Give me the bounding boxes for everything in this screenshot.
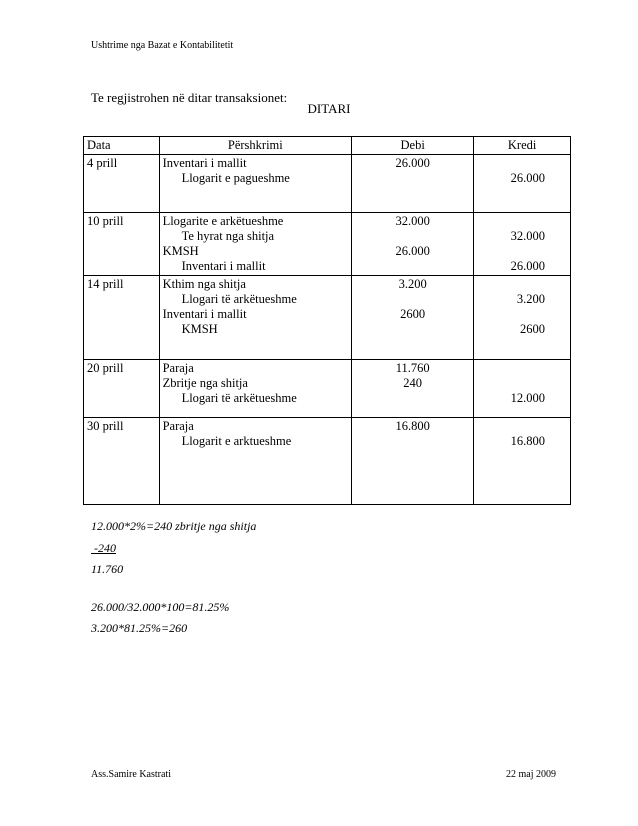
row-debit — [352, 360, 474, 418]
entry-description: KMSH — [162, 244, 199, 258]
table-row — [84, 360, 571, 418]
page-header: Ushtrime nga Bazat e Kontabilitetit — [91, 40, 234, 51]
row-date: 30 prill — [84, 418, 160, 505]
credit-amount: 16.800 — [510, 434, 545, 448]
calc-result: 11.760 — [91, 562, 124, 576]
row-credit — [474, 213, 571, 276]
entry-description: Llogarit e pagueshme — [181, 171, 290, 185]
col-header-debit: Debi — [352, 137, 474, 155]
entry-description: Inventari i mallit — [162, 307, 247, 321]
entry-description: Inventari i mallit — [162, 156, 247, 170]
calc-discount: 12.000*2%=240 zbritje nga shitja — [91, 519, 257, 533]
row-description — [159, 418, 352, 505]
debit-amount: 240 — [403, 376, 423, 390]
table-row — [84, 418, 571, 505]
credit-amount: 3.200 — [516, 292, 545, 306]
row-description — [159, 360, 352, 418]
credit-amount: 12.000 — [510, 391, 545, 405]
entry-description: Te hyrat nga shitja — [181, 229, 275, 243]
row-date: 20 prill — [84, 360, 160, 418]
debit-amount: 11.760 — [395, 361, 430, 375]
entry-description: Inventari i mallit — [181, 259, 266, 273]
entry-description: Llogarit e arktueshme — [181, 434, 292, 448]
entry-description: KMSH — [181, 322, 218, 336]
row-date: 14 prill — [84, 276, 160, 360]
entry-description: Llogari të arkëtueshme — [181, 292, 297, 306]
row-debit — [352, 213, 474, 276]
row-date: 4 prill — [84, 155, 160, 213]
entry-description: Paraja — [162, 419, 194, 433]
journal-table — [83, 136, 571, 505]
row-credit — [474, 360, 571, 418]
table-row — [84, 155, 571, 213]
debit-amount: 32.000 — [395, 214, 430, 228]
intro-text: Te regjistrohen në ditar transaksionet: — [91, 90, 288, 105]
row-description — [159, 276, 352, 360]
debit-amount: 16.800 — [395, 419, 430, 433]
row-date: 10 prill — [84, 213, 160, 276]
debit-amount: 26.000 — [395, 156, 430, 170]
row-description — [159, 213, 352, 276]
footer-author: Ass.Samire Kastrati — [91, 769, 171, 780]
footer-date: 22 maj 2009 — [506, 769, 556, 780]
calc-cost: 3.200*81.25%=260 — [91, 621, 188, 635]
credit-amount: 2600 — [520, 322, 545, 336]
table-header-row — [84, 137, 571, 155]
debit-amount: 3.200 — [398, 277, 427, 291]
row-credit — [474, 418, 571, 505]
row-debit — [352, 276, 474, 360]
row-description — [159, 155, 352, 213]
journal-title: DITARI — [307, 101, 351, 116]
col-header-credit: Kredi — [474, 137, 571, 155]
row-debit — [352, 155, 474, 213]
credit-amount: 32.000 — [510, 229, 545, 243]
row-credit — [474, 276, 571, 360]
col-header-description: Përshkrimi — [159, 137, 352, 155]
col-header-date: Data — [84, 137, 160, 155]
credit-amount: 26.000 — [510, 171, 545, 185]
table-row — [84, 276, 571, 360]
entry-description: Llogari të arkëtueshme — [181, 391, 297, 405]
table-row — [84, 213, 571, 276]
row-credit — [474, 155, 571, 213]
calc-subtract: -240 — [91, 541, 116, 555]
entry-description: Zbritje nga shitja — [162, 376, 248, 390]
debit-amount: 2600 — [400, 307, 426, 321]
row-debit — [352, 418, 474, 505]
entry-description: Llogarite e arkëtueshme — [162, 214, 284, 228]
calc-percentage: 26.000/32.000*100=81.25% — [91, 600, 230, 614]
credit-amount: 26.000 — [510, 259, 545, 273]
entry-description: Kthim nga shitja — [162, 277, 246, 291]
debit-amount: 26.000 — [395, 244, 430, 258]
entry-description: Paraja — [162, 361, 194, 375]
